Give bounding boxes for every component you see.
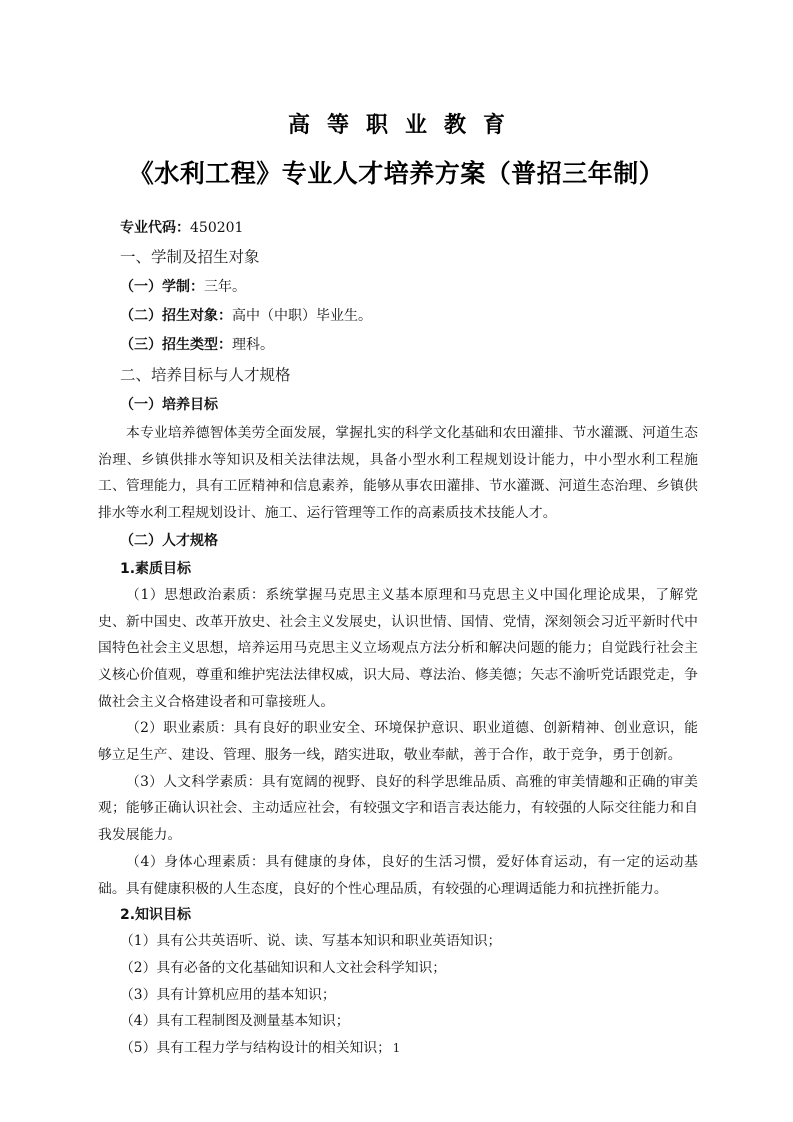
knowledge-item: （3）具有计算机应用的基本知识； xyxy=(120,986,336,1003)
knowledge-item: （2）具有必备的文化基础知识和人文社会科学知识； xyxy=(120,959,447,976)
training-goal-paragraph: 本专业培养德智体美劳全面发展，掌握扎实的科学文化基础和农田灌排、节水灌溉、河道生态治理、乡镇供排水等知识及相关法律法规，具备小型水利工程规划设计能力，中小型水利工程施工、管理能力，具有工匠精神和信息素养，能够从事农田灌排、节水灌溉、河道生态治理、乡镇供排水等水利工程规划设计、施工、运行管理等工作的高素质技术技能人才。 xyxy=(98,425,698,522)
knowledge-item: （4）具有工程制图及测量基本知识； xyxy=(120,1013,350,1030)
major-code-value: 450201 xyxy=(190,220,244,236)
section-heading-2: 二、培养目标与人才规格 xyxy=(120,366,291,384)
knowledge-item: （5）具有工程力学与结构设计的相关知识； xyxy=(120,1040,391,1057)
major-code-label: 专业代码： xyxy=(120,220,190,236)
knowledge-item: （1）具有公共英语听、说、读、写基本知识和职业英语知识； xyxy=(120,933,502,950)
quality-goals-heading: 1.素质目标 xyxy=(120,560,192,577)
major-code xyxy=(98,214,698,242)
document-title: 高等职业教育 xyxy=(287,113,522,138)
page-number: 1 xyxy=(392,1041,401,1055)
subsection-heading-talent-spec: （二）人才规格 xyxy=(120,532,218,549)
item-duration xyxy=(98,273,698,302)
quality-item-professional: （2）职业素质：具有良好的职业安全、环境保护意识、职业道德、创新精神、创业意识，能够立足生产、建设、管理、服务一线，踏实进取，敬业奉献，善于合作，敢于竞争，勇于创新。 xyxy=(98,720,698,764)
item-label: （二）招生对象： xyxy=(120,308,232,324)
document-body xyxy=(98,214,698,1062)
quality-item-political: （1）思想政治素质：系统掌握马克思主义基本原理和马克思主义中国化理论成果，了解党史、新中国史、改革开放史、社会主义发展史，认识世情、国情、党情，深刻领会习近平新时代中国特色社会主义思想，培养运用马克思主义立场观点方法分析和解决问题的能力；自觉践行社会主义核心价值观，尊重和维护宪法法律权威，识大局、尊法治、修美德；矢志不渝听党话跟党走，争做社会主义合格建设者和可靠接班人。 xyxy=(98,586,698,710)
quality-item-physical-mental: （4）身体心理素质：具有健康的身体，良好的生活习惯，爱好体育运动，有一定的运动基础。具有健康积极的人生态度，良好的个性心理品质，有较强的心理调适能力和抗挫折能力。 xyxy=(98,853,698,897)
item-value: 高中（中职）毕业生。 xyxy=(232,308,372,324)
document-subtitle: 《水利工程》专业人才培养方案（普招三年制） xyxy=(128,159,665,188)
item-enrollment-type xyxy=(98,331,698,360)
knowledge-goals-heading: 2.知识目标 xyxy=(120,907,192,924)
item-value: 理科。 xyxy=(232,337,274,353)
item-label: （一）学制： xyxy=(120,279,204,295)
subsection-heading-training-goal: （一）培养目标 xyxy=(120,397,218,413)
item-label: （三）招生类型： xyxy=(120,337,232,353)
section-heading-1: 一、学制及招生对象 xyxy=(120,248,260,266)
quality-item-humanities: （3）人文科学素质：具有宽阔的视野、良好的科学思维品质、高雅的审美情趣和正确的审美观；能够正确认识社会、主动适应社会，有较强文字和语言表达能力，有较强的人际交往能力和自我发展能力。 xyxy=(98,773,698,844)
item-enrollment-target xyxy=(98,302,698,331)
item-value: 三年。 xyxy=(204,279,246,295)
